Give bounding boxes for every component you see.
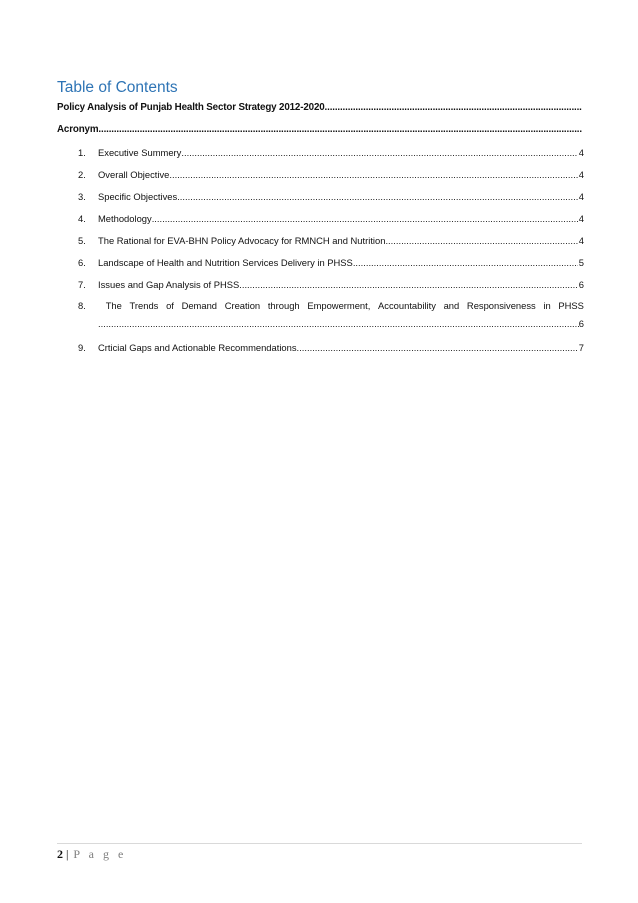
- page-footer: [57, 847, 126, 862]
- toc-entry-5[interactable]: [78, 235, 584, 246]
- toc-leader-dots: [98, 318, 579, 329]
- toc-entry-6[interactable]: [78, 257, 584, 268]
- toc-entry-label: Methodology: [98, 213, 152, 224]
- toc-leader-dots: [169, 169, 577, 180]
- toc-entry-number: 5.: [78, 235, 86, 246]
- toc-page-number: 5: [578, 257, 584, 268]
- toc-page-number: 6: [578, 318, 584, 329]
- toc-leader-dots: [177, 191, 578, 202]
- toc-word: through: [267, 300, 300, 311]
- toc-leader-dots: [181, 147, 577, 158]
- toc-entry-2[interactable]: [78, 169, 584, 180]
- toc-entry-first-line: [78, 300, 584, 311]
- toc-entry-number: 2.: [78, 169, 86, 180]
- toc-word: and: [443, 300, 460, 311]
- toc-word: PHSS: [558, 300, 584, 311]
- toc-entry-number: 9.: [78, 342, 86, 353]
- toc-title: Table of Contents: [57, 79, 178, 96]
- toc-page-number: 4: [578, 191, 584, 202]
- toc-page-number: 4: [578, 235, 584, 246]
- toc-leader-dots: [325, 102, 582, 113]
- toc-entry-label: Issues and Gap Analysis of PHSS: [98, 279, 240, 290]
- toc-word: Accountability: [378, 300, 436, 311]
- toc-entry-second-line: [98, 318, 584, 329]
- toc-entry-label: Specific Objectives: [98, 191, 178, 202]
- toc-page-number: 6: [578, 279, 584, 290]
- toc-word: Demand: [181, 300, 218, 311]
- toc-entry-9[interactable]: [78, 342, 584, 353]
- toc-word: Trends: [129, 300, 159, 311]
- toc-entry-label: The Rational for EVA-BHN Policy Advocacy for RMNCH and Nutrition: [98, 235, 386, 246]
- toc-leader-dots: [152, 213, 578, 224]
- toc-entry-policy-analysis[interactable]: [57, 102, 583, 113]
- toc-leader-dots: [98, 124, 582, 135]
- footer-separator: |: [66, 847, 69, 861]
- toc-entry-7[interactable]: [78, 279, 584, 290]
- toc-word: Empowerment,: [307, 300, 371, 311]
- toc-word: Responsiveness: [466, 300, 536, 311]
- toc-entry-number: 1.: [78, 147, 86, 158]
- toc-entry-label: Executive Summery: [98, 147, 182, 158]
- toc-entry-acronym[interactable]: [57, 124, 583, 135]
- toc-entry-label: Landscape of Health and Nutrition Services Delivery in PHSS: [98, 257, 353, 268]
- toc-entry-4[interactable]: [78, 213, 584, 224]
- toc-page-number: 4: [578, 213, 584, 224]
- toc-word: Creation: [224, 300, 261, 311]
- toc-entry-label: Acronym: [57, 124, 99, 135]
- toc-leader-dots: [297, 342, 578, 353]
- toc-entry-3[interactable]: [78, 191, 584, 202]
- toc-leader-dots: [239, 279, 578, 290]
- toc-entry-number: 4.: [78, 213, 86, 224]
- toc-entry-label: Overall Objective: [98, 169, 170, 180]
- toc-leader-dots: [385, 235, 577, 246]
- toc-leader-dots: [353, 257, 578, 268]
- toc-entry-number: 7.: [78, 279, 86, 290]
- toc-page-number: 4: [578, 147, 584, 158]
- toc-word: of: [166, 300, 174, 311]
- toc-entry-label: Policy Analysis of Punjab Health Sector Strategy 2012-2020: [57, 102, 325, 113]
- footer-divider: [57, 843, 582, 844]
- toc-page-number: 4: [578, 169, 584, 180]
- toc-entry-label: Crticial Gaps and Actionable Recommendations: [98, 342, 297, 353]
- toc-word: in: [543, 300, 551, 311]
- toc-page-number: 7: [578, 342, 584, 353]
- toc-entry-8[interactable]: [78, 300, 584, 329]
- toc-entry-number: 3.: [78, 191, 86, 202]
- toc-entry-number: 6.: [78, 257, 86, 268]
- footer-page-number: 2: [57, 847, 63, 861]
- toc-entry-1[interactable]: [78, 147, 584, 158]
- toc-word: The: [105, 300, 122, 311]
- footer-page-label: P a g e: [73, 847, 127, 861]
- toc-entry-number: 8.: [78, 300, 86, 311]
